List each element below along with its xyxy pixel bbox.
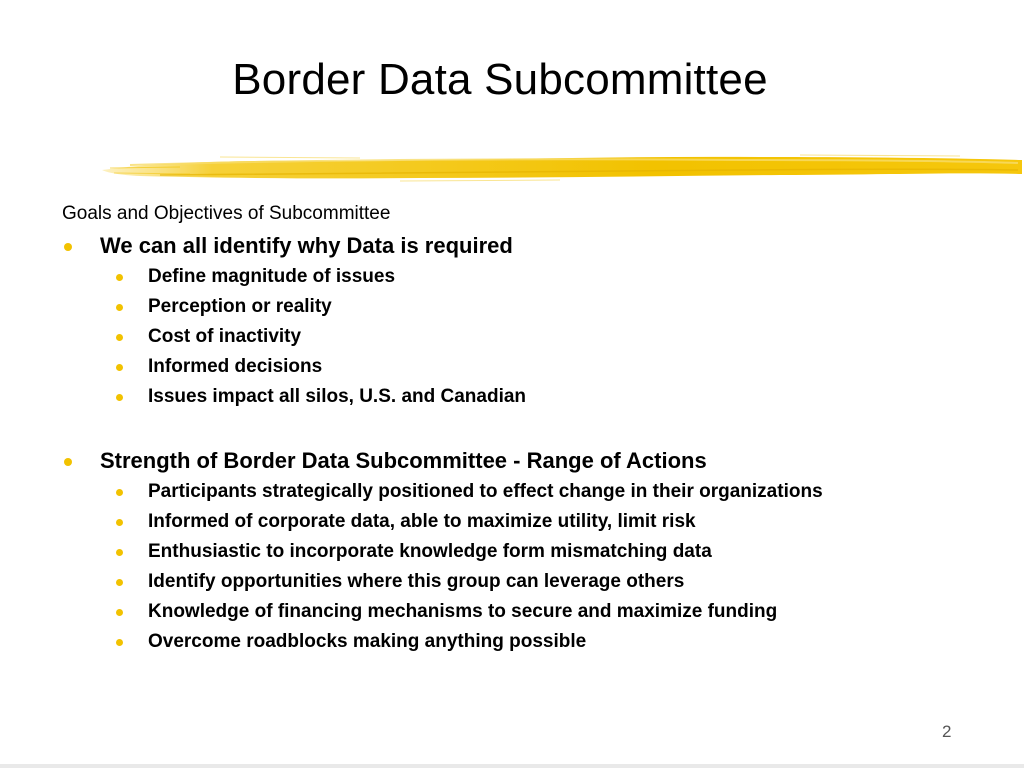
slide-title: Border Data Subcommittee [232, 55, 768, 104]
bullet-dot-icon [116, 364, 123, 371]
bullet-dot-icon [116, 274, 123, 281]
bullet-dot-icon [116, 519, 123, 526]
bullet-text: Participants strategically positioned to effect change in their organizations [148, 481, 823, 502]
bullet-text: Overcome roadblocks making anything possible [148, 631, 587, 652]
bullet-text: Informed of corporate data, able to maximize utility, limit risk [148, 511, 696, 532]
bullet-text: Perception or reality [148, 296, 332, 317]
bullet-dot-icon [116, 489, 123, 496]
bullet-dot-icon [116, 334, 123, 341]
bottom-divider [0, 764, 1024, 768]
bullet-text: We can all identify why Data is required [100, 233, 513, 258]
bullet-dot-icon [116, 609, 123, 616]
bullet-text: Cost of inactivity [148, 326, 302, 347]
bullet-text: Strength of Border Data Subcommittee - Range of Actions [100, 448, 707, 473]
bullet-dot-icon [116, 304, 123, 311]
bullet-text: Knowledge of financing mechanisms to secure and maximize funding [148, 601, 778, 622]
bullet-dot-icon [64, 243, 72, 251]
bullet-text: Informed decisions [148, 356, 323, 377]
bullet-text: Identify opportunities where this group can leverage others [148, 571, 685, 592]
page-number: 2 [942, 722, 952, 741]
bullet-text: Define magnitude of issues [148, 266, 396, 287]
bullet-dot-icon [64, 458, 72, 466]
bullet-dot-icon [116, 549, 123, 556]
bullet-text: Issues impact all silos, U.S. and Canadian [148, 386, 527, 407]
yellow-brush-stroke [100, 148, 1024, 188]
bullet-dot-icon [116, 579, 123, 586]
bullet-dot-icon [116, 394, 123, 401]
slide-subtitle: Goals and Objectives of Subcommittee [62, 203, 391, 224]
bullet-dot-icon [116, 639, 123, 646]
bullet-text: Enthusiastic to incorporate knowledge form mismatching data [148, 541, 712, 562]
